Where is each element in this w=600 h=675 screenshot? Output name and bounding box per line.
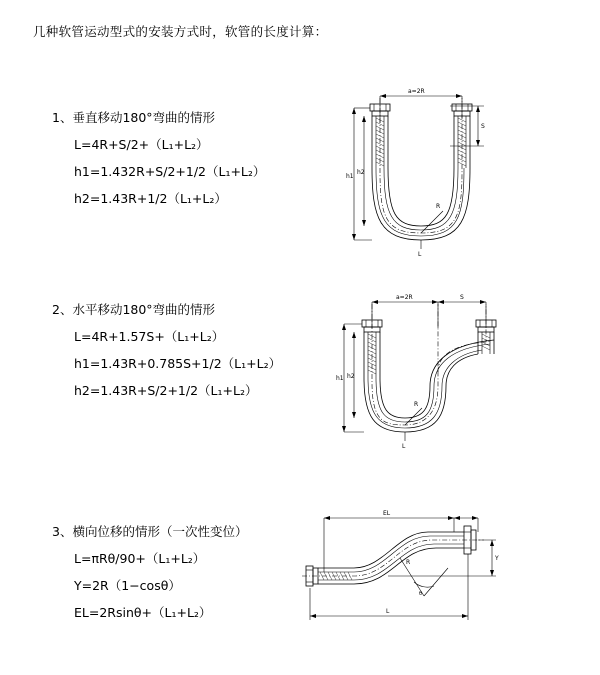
horizontal-180-bend-diagram [310,282,510,462]
svg-text:L: L [386,608,390,615]
section-2-formula-2: h1=1.43R+0.785S+1/2（L₁+L₂） [74,356,282,371]
section-3-formula-2: Y=2R（1−cosθ） [74,578,181,593]
section-1-formula-1: L=4R+S/2+（L₁+L₂） [74,137,209,152]
page-title: 几种软管运动型式的安装方式时，软管的长度计算： [33,24,328,39]
section-1-formula-2: h1=1.432R+S/2+1/2（L₁+L₂） [74,164,266,179]
section-2-text [52,300,302,408]
section-3-text [52,522,302,630]
svg-text:h1: h1 [346,173,354,180]
svg-text:R: R [406,559,411,566]
section-1-text [52,108,302,216]
section-1-formula-3: h2=1.43R+1/2（L₁+L₂） [74,191,227,206]
svg-text:R: R [414,401,419,408]
section-1-title: 1、垂直移动180°弯曲的情形 [52,110,216,125]
svg-text:R: R [436,203,441,210]
vertical-180-bend-diagram [310,68,510,288]
section-3-title: 3、横向位移的情形（一次性变位） [52,524,248,539]
section-2-formula-3: h2=1.43R+S/2+1/2（L₁+L₂） [74,383,258,398]
svg-text:h2: h2 [357,169,365,176]
section-2-formula-1: L=4R+1.57S+（L₁+L₂） [74,329,225,344]
svg-text:L: L [402,443,406,450]
svg-text:h1: h1 [336,375,344,382]
svg-text:S: S [481,123,485,130]
section-2-title: 2、水平移动180°弯曲的情形 [52,302,216,317]
svg-text:θ: θ [419,591,423,597]
svg-text:L: L [418,251,422,258]
svg-text:Y: Y [495,555,499,562]
lateral-offset-diagram [288,496,508,636]
svg-text:S: S [460,294,464,301]
svg-text:h2: h2 [347,373,355,380]
svg-text:a=2R: a=2R [396,294,413,301]
section-3-formula-1: L=πRθ/90+（L₁+L₂） [74,551,206,566]
section-3-formula-3: EL=2Rsinθ+（L₁+L₂） [74,605,212,620]
svg-text:a=2R: a=2R [408,88,425,95]
svg-text:EL: EL [383,510,391,517]
